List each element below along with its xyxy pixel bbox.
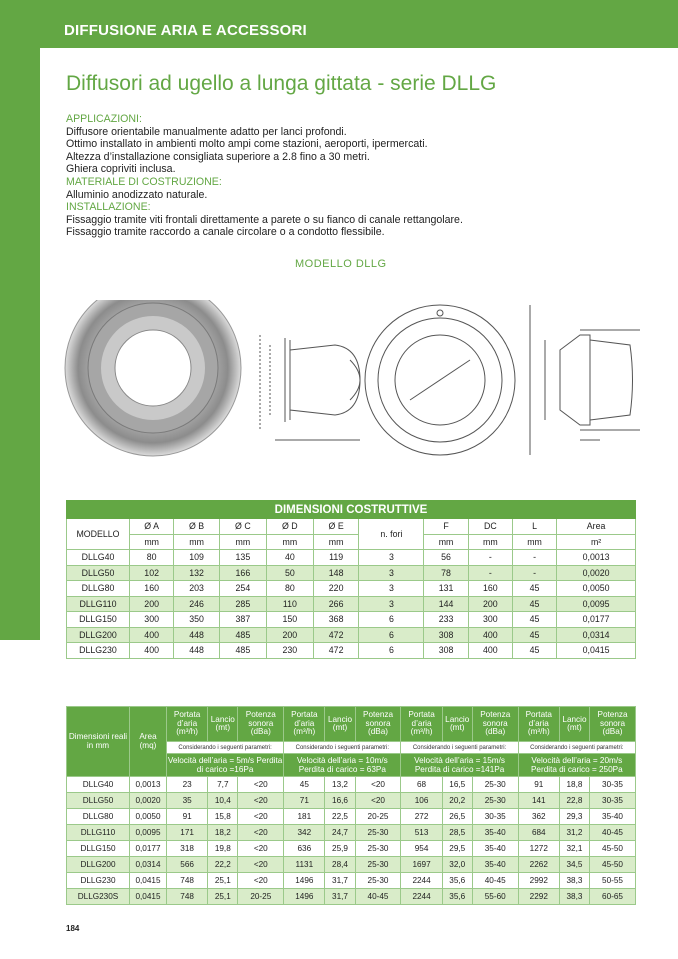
table-cell: 50-55	[590, 873, 636, 889]
applicazioni-label: APPLICAZIONI:	[66, 113, 142, 125]
table-cell: 342	[284, 825, 325, 841]
col-lancio: Lancio (mt)	[559, 707, 589, 742]
page-title: Diffusori ad ugello a lunga gittata - serie DLLG	[66, 72, 497, 95]
table-cell: 448	[174, 643, 220, 659]
table-cell: 40-45	[590, 825, 636, 841]
table-cell: 28,5	[442, 825, 472, 841]
table-cell: DLLG50	[67, 565, 130, 581]
table-cell: 1131	[284, 857, 325, 873]
table-cell: 23	[167, 777, 208, 793]
col-potenza: Potenza sonora (dBa)	[472, 707, 518, 742]
table-cell: 2992	[518, 873, 559, 889]
table-cell: 3	[359, 550, 424, 566]
table-cell: 31,7	[325, 889, 355, 905]
col-potenza: Potenza sonora (dBa)	[355, 707, 401, 742]
table-cell: -	[468, 550, 512, 566]
table-cell: 254	[219, 581, 266, 597]
speed-condition: Velocità dell’aria = 15m/s Perdita di carico =141Pa	[401, 754, 518, 777]
table-cell: 20,2	[442, 793, 472, 809]
table-cell: 20-25	[238, 889, 284, 905]
table-cell: -	[512, 565, 556, 581]
table-cell: 566	[167, 857, 208, 873]
table-cell: 55-60	[472, 889, 518, 905]
table-cell: 32,0	[442, 857, 472, 873]
table-cell: 2292	[518, 889, 559, 905]
table-cell: 16,5	[442, 777, 472, 793]
col-lancio: Lancio (mt)	[325, 707, 355, 742]
table-cell: DLLG230	[67, 643, 130, 659]
table-cell: 50	[266, 565, 313, 581]
dimensions-table	[66, 500, 636, 659]
table-cell: <20	[238, 825, 284, 841]
table-cell: 25-30	[355, 825, 401, 841]
table-cell: 45-50	[590, 841, 636, 857]
model-label: MODELLO DLLG	[295, 258, 387, 270]
table-cell: 35-40	[590, 809, 636, 825]
table-cell: 400	[468, 627, 512, 643]
applicazioni-line: Diffusore orientabile manualmente adatto per lanci profondi.	[66, 125, 347, 138]
section-title: DIFFUSIONE ARIA E ACCESSORI	[64, 22, 307, 39]
table-cell: 40-45	[472, 873, 518, 889]
table-row	[67, 793, 636, 809]
table-cell: <20	[355, 777, 401, 793]
table-cell: 318	[167, 841, 208, 857]
table-cell: <20	[238, 777, 284, 793]
table-cell: DLLG230S	[67, 889, 130, 905]
installazione-line: Fissaggio tramite viti frontali direttamente a parete o su fianco di canale rettangolare.	[66, 213, 463, 226]
table-cell: 448	[174, 627, 220, 643]
table-cell: 91	[167, 809, 208, 825]
table-cell: <20	[355, 793, 401, 809]
unit-cell: mm	[468, 534, 512, 550]
installazione-line: Fissaggio tramite raccordo a canale circolare o a condotto flessibile.	[66, 226, 385, 239]
col-portata: Portata d’aria (m³/h)	[167, 707, 208, 742]
table-cell: 40-45	[355, 889, 401, 905]
green-side-band	[0, 0, 40, 640]
col-header: DC	[468, 519, 512, 535]
table-cell: 28,4	[325, 857, 355, 873]
table-cell: 230	[266, 643, 313, 659]
table-cell: 6	[359, 627, 424, 643]
col-header: Ø C	[219, 519, 266, 535]
table-cell: 16,6	[325, 793, 355, 809]
table-cell: 171	[167, 825, 208, 841]
table-cell: 22,8	[559, 793, 589, 809]
table-cell: 308	[424, 643, 468, 659]
speed-condition: Velocità dell’aria = 10m/s Perdita di carico = 63Pa	[284, 754, 401, 777]
table-cell: 35-40	[472, 841, 518, 857]
table-cell: 29,3	[559, 809, 589, 825]
table-cell: 2244	[401, 873, 442, 889]
table-cell: 246	[174, 596, 220, 612]
table-cell: 30-35	[590, 793, 636, 809]
table-row	[67, 565, 636, 581]
table-row	[67, 841, 636, 857]
table-cell: 91	[518, 777, 559, 793]
table-cell: 31,7	[325, 873, 355, 889]
table-row	[67, 777, 636, 793]
page-number: 184	[66, 924, 80, 933]
table-cell: DLLG80	[67, 581, 130, 597]
table-cell: 18,8	[559, 777, 589, 793]
table-cell: 119	[313, 550, 359, 566]
col-lancio: Lancio (mt)	[208, 707, 238, 742]
table-cell: 56	[424, 550, 468, 566]
table-cell: 24,7	[325, 825, 355, 841]
table-cell: 131	[424, 581, 468, 597]
table-cell: 45	[512, 596, 556, 612]
table-cell: DLLG110	[67, 825, 130, 841]
col-portata: Portata d’aria (m³/h)	[284, 707, 325, 742]
table-cell: DLLG230	[67, 873, 130, 889]
dimensions-table-body	[67, 550, 636, 659]
table-row	[67, 550, 636, 566]
table-cell: 29,5	[442, 841, 472, 857]
table-cell: 0,0050	[130, 809, 167, 825]
unit-cell: mm	[313, 534, 359, 550]
table-cell: 30-35	[590, 777, 636, 793]
table-cell: DLLG150	[67, 841, 130, 857]
duct-connection-drawing	[545, 330, 640, 440]
table-cell: 200	[468, 596, 512, 612]
table-cell: 38,3	[559, 873, 589, 889]
table-cell: 10,4	[208, 793, 238, 809]
table-cell: 636	[284, 841, 325, 857]
col-header: Ø A	[130, 519, 174, 535]
table-cell: 0,0013	[130, 777, 167, 793]
table-cell: 684	[518, 825, 559, 841]
table-cell: 160	[130, 581, 174, 597]
table-cell: 362	[518, 809, 559, 825]
table-cell: 80	[266, 581, 313, 597]
dimensions-table-caption: DIMENSIONI COSTRUTTIVE	[67, 501, 636, 519]
table-cell: 166	[219, 565, 266, 581]
table-cell: 20-25	[355, 809, 401, 825]
table-cell: 6	[359, 612, 424, 628]
col-header: F	[424, 519, 468, 535]
table-cell: <20	[238, 873, 284, 889]
table-cell: 472	[313, 627, 359, 643]
table-cell: 0,0020	[130, 793, 167, 809]
col-potenza: Potenza sonora (dBa)	[590, 707, 636, 742]
materiale-line: Alluminio anodizzato naturale.	[66, 188, 208, 201]
table-cell: 22,5	[325, 809, 355, 825]
table-cell: 300	[468, 612, 512, 628]
table-cell: 350	[174, 612, 220, 628]
table-cell: 35	[167, 793, 208, 809]
col-portata: Portata d’aria (m³/h)	[518, 707, 559, 742]
technical-drawings	[60, 300, 650, 470]
unit-cell: mm	[219, 534, 266, 550]
table-cell: 45	[512, 612, 556, 628]
table-cell: 0,0415	[557, 643, 636, 659]
table-row	[67, 627, 636, 643]
col-potenza: Potenza sonora (dBa)	[238, 707, 284, 742]
table-cell: DLLG110	[67, 596, 130, 612]
table-cell: 2244	[401, 889, 442, 905]
table-cell: 150	[266, 612, 313, 628]
table-cell: DLLG50	[67, 793, 130, 809]
table-cell: 26,5	[442, 809, 472, 825]
table-cell: 200	[266, 627, 313, 643]
col-modello: MODELLO	[67, 519, 130, 550]
col-header: Ø B	[174, 519, 220, 535]
table-cell: 3	[359, 596, 424, 612]
product-photo	[65, 300, 241, 456]
table-cell: 0,0314	[557, 627, 636, 643]
table-cell: 220	[313, 581, 359, 597]
table-cell: DLLG200	[67, 857, 130, 873]
table-cell: 0,0050	[557, 581, 636, 597]
col-portata: Portata d’aria (m³/h)	[401, 707, 442, 742]
table-cell: 400	[130, 643, 174, 659]
unit-cell: m²	[557, 534, 636, 550]
table-cell: 1272	[518, 841, 559, 857]
table-cell: 135	[219, 550, 266, 566]
table-cell: 25,1	[208, 889, 238, 905]
table-cell: 0,0095	[130, 825, 167, 841]
table-cell: 3	[359, 581, 424, 597]
table-cell: 30-35	[472, 809, 518, 825]
col-header: n. fori	[359, 519, 424, 550]
table-cell: 0,0020	[557, 565, 636, 581]
table-cell: 181	[284, 809, 325, 825]
table-cell: 513	[401, 825, 442, 841]
table-row	[67, 643, 636, 659]
table-cell: 485	[219, 627, 266, 643]
unit-cell: mm	[130, 534, 174, 550]
col-lancio: Lancio (mt)	[442, 707, 472, 742]
table-cell: 35,6	[442, 889, 472, 905]
materiale-label: MATERIALE DI COSTRUZIONE:	[66, 175, 222, 188]
table-cell: 78	[424, 565, 468, 581]
table-cell: 19,8	[208, 841, 238, 857]
table-cell: 0,0314	[130, 857, 167, 873]
table-cell: 0,0095	[557, 596, 636, 612]
table-cell: 25-30	[472, 777, 518, 793]
table-cell: 109	[174, 550, 220, 566]
parameters-note: Considerando i seguenti parametri:	[401, 742, 518, 754]
applicazioni-line: Altezza d’installazione consigliata superiore a 2.8 fino a 30 metri.	[66, 150, 370, 163]
table-cell: 200	[130, 596, 174, 612]
table-cell: 368	[313, 612, 359, 628]
table-cell: 35-40	[472, 857, 518, 873]
table-cell: 45	[284, 777, 325, 793]
table-cell: 45-50	[590, 857, 636, 873]
table-cell: DLLG150	[67, 612, 130, 628]
table-cell: -	[512, 550, 556, 566]
table-cell: 1496	[284, 889, 325, 905]
table-cell: 32,1	[559, 841, 589, 857]
table-cell: 60-65	[590, 889, 636, 905]
table-cell: 6	[359, 643, 424, 659]
table-row	[67, 889, 636, 905]
table-cell: 1496	[284, 873, 325, 889]
table-row	[67, 857, 636, 873]
performance-table	[66, 706, 636, 905]
front-view-drawing	[365, 305, 530, 455]
table-cell: 1697	[401, 857, 442, 873]
table-cell: 285	[219, 596, 266, 612]
table-cell: 25-30	[355, 841, 401, 857]
table-cell: 0,0415	[130, 873, 167, 889]
table-cell: 18,2	[208, 825, 238, 841]
installazione-label: INSTALLAZIONE:	[66, 201, 151, 214]
table-cell: 71	[284, 793, 325, 809]
col-header: Area	[557, 519, 636, 535]
parameters-note: Considerando i seguenti parametri:	[518, 742, 635, 754]
table-cell: <20	[238, 809, 284, 825]
applicazioni-line: Ottimo installato in ambienti molto ampi come stazioni, aeroporti, ipermercati.	[66, 138, 428, 151]
table-cell: 0,0177	[130, 841, 167, 857]
table-row	[67, 809, 636, 825]
table-cell: 954	[401, 841, 442, 857]
table-cell: DLLG40	[67, 550, 130, 566]
table-cell: <20	[238, 841, 284, 857]
table-cell: 0,0177	[557, 612, 636, 628]
table-cell: 102	[130, 565, 174, 581]
table-cell: 40	[266, 550, 313, 566]
table-cell: 22,2	[208, 857, 238, 873]
table-cell: 203	[174, 581, 220, 597]
table-cell: 485	[219, 643, 266, 659]
table-row	[67, 825, 636, 841]
table-cell: 132	[174, 565, 220, 581]
table-cell: 387	[219, 612, 266, 628]
table-cell: 31,2	[559, 825, 589, 841]
table-row	[67, 581, 636, 597]
table-cell: 45	[512, 627, 556, 643]
table-cell: 25-30	[355, 873, 401, 889]
unit-cell: mm	[512, 534, 556, 550]
unit-cell: mm	[424, 534, 468, 550]
col-header: Ø E	[313, 519, 359, 535]
table-cell: 35,6	[442, 873, 472, 889]
side-view-drawing	[260, 335, 360, 440]
table-cell: 148	[313, 565, 359, 581]
table-cell: 2262	[518, 857, 559, 873]
table-cell: 25-30	[355, 857, 401, 873]
table-cell: 25-30	[472, 793, 518, 809]
table-cell: 7,7	[208, 777, 238, 793]
table-cell: 472	[313, 643, 359, 659]
col-dimensioni: Dimensioni reali in mm	[67, 707, 130, 777]
table-cell: <20	[238, 857, 284, 873]
table-cell: 3	[359, 565, 424, 581]
col-header: L	[512, 519, 556, 535]
table-cell: DLLG40	[67, 777, 130, 793]
table-cell: 144	[424, 596, 468, 612]
table-row	[67, 873, 636, 889]
performance-table-body	[67, 777, 636, 905]
table-cell: -	[468, 565, 512, 581]
table-cell: 272	[401, 809, 442, 825]
table-cell: 400	[130, 627, 174, 643]
table-cell: 45	[512, 581, 556, 597]
speed-condition: Velocità dell’aria = 5m/s Perdita di carico =16Pa	[167, 754, 284, 777]
table-cell: 45	[512, 643, 556, 659]
table-cell: 141	[518, 793, 559, 809]
parameters-note: Considerando i seguenti parametri:	[284, 742, 401, 754]
table-cell: 106	[401, 793, 442, 809]
table-cell: 110	[266, 596, 313, 612]
table-cell: 308	[424, 627, 468, 643]
table-cell: 233	[424, 612, 468, 628]
parameters-note: Considerando i seguenti parametri:	[167, 742, 284, 754]
table-cell: 15,8	[208, 809, 238, 825]
table-cell: 300	[130, 612, 174, 628]
table-cell: 13,2	[325, 777, 355, 793]
table-cell: 80	[130, 550, 174, 566]
table-cell: 0,0415	[130, 889, 167, 905]
table-cell: 34,5	[559, 857, 589, 873]
table-cell: 160	[468, 581, 512, 597]
table-row	[67, 596, 636, 612]
table-cell: 25,9	[325, 841, 355, 857]
table-row	[67, 612, 636, 628]
speed-condition: Velocità dell’aria = 20m/s Perdita di carico = 250Pa	[518, 754, 635, 777]
table-cell: 68	[401, 777, 442, 793]
table-cell: 35-40	[472, 825, 518, 841]
table-cell: 0,0013	[557, 550, 636, 566]
table-cell: 38,3	[559, 889, 589, 905]
table-cell: 748	[167, 873, 208, 889]
col-area: Area (mq)	[130, 707, 167, 777]
table-cell: 266	[313, 596, 359, 612]
applicazioni-line: Ghiera copriviti inclusa.	[66, 163, 176, 176]
table-cell: DLLG200	[67, 627, 130, 643]
unit-cell: mm	[174, 534, 220, 550]
table-cell: 400	[468, 643, 512, 659]
col-header: Ø D	[266, 519, 313, 535]
description-block	[66, 113, 646, 239]
table-cell: 25,1	[208, 873, 238, 889]
unit-cell: mm	[266, 534, 313, 550]
table-cell: 748	[167, 889, 208, 905]
table-cell: <20	[238, 793, 284, 809]
table-cell: DLLG80	[67, 809, 130, 825]
